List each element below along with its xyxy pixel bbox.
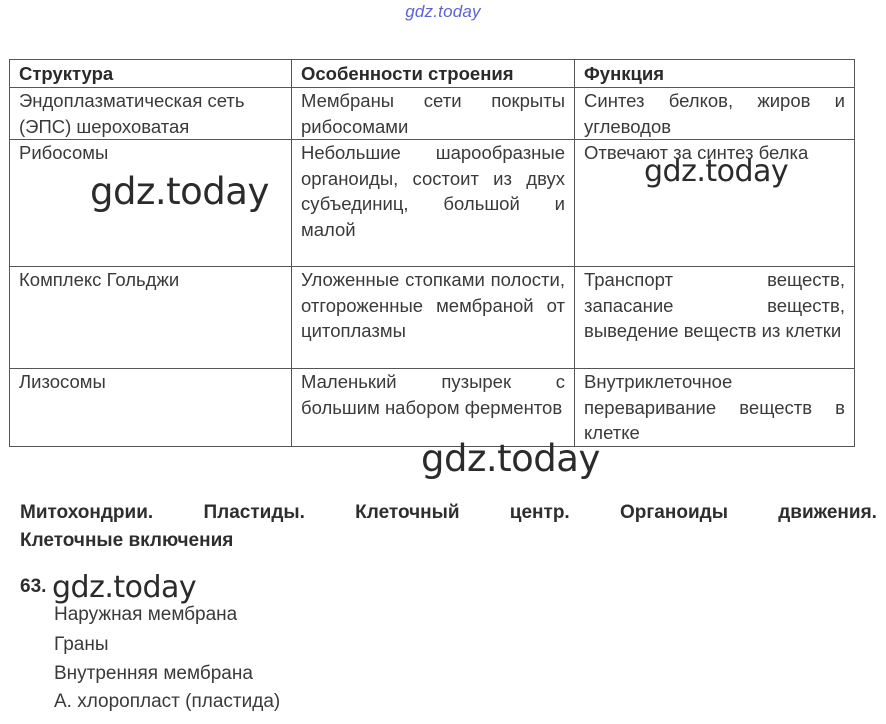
section-heading-line2: Клеточные включения bbox=[20, 530, 234, 551]
table-cell: Мембраны сети покрыты рибосомами bbox=[292, 88, 575, 140]
column-header: Функция bbox=[575, 60, 855, 88]
table-cell: Уложенные стопками полости, отгороженные мембраной от цитоплазмы bbox=[292, 267, 575, 369]
heading-word: Органоиды bbox=[620, 502, 728, 523]
heading-word: Пластиды. bbox=[203, 502, 305, 523]
table-cell: Синтез белков, жиров и углеводов bbox=[575, 88, 855, 140]
heading-word: Митохондрии. bbox=[20, 502, 154, 523]
table-cell: Эндоплазматическая сеть (ЭПС) шероховатая bbox=[10, 88, 292, 140]
heading-word: движения. bbox=[778, 502, 877, 523]
heading-word: Клеточный bbox=[355, 502, 460, 523]
table-cell: Транспорт веществ, запасание веществ, выведение веществ из клетки bbox=[575, 267, 855, 369]
table-cell: Рибосомы bbox=[10, 140, 292, 267]
watermark-top: gdz.today bbox=[405, 2, 481, 21]
answer-line: А. хлоропласт (пластида) bbox=[54, 691, 281, 712]
watermark: gdz.today bbox=[52, 570, 197, 605]
task-number: 63. bbox=[20, 576, 47, 597]
table-cell: Небольшие шарообразные органоиды, состоит из двух субъединиц, большой и малой bbox=[292, 140, 575, 267]
table-cell: Комплекс Гольджи bbox=[10, 267, 292, 369]
table-cell: Лизосомы bbox=[10, 369, 292, 447]
column-header: Структура bbox=[10, 60, 292, 88]
answer-line: Наружная мембрана bbox=[54, 604, 238, 625]
table-row bbox=[10, 267, 855, 369]
table-cell: Отвечают за синтез белка bbox=[575, 140, 855, 267]
watermark: gdz.today bbox=[421, 437, 600, 480]
table-row bbox=[10, 369, 855, 447]
section-heading-line1 bbox=[20, 499, 877, 527]
watermark: gdz.today bbox=[90, 170, 269, 213]
table-header-row bbox=[10, 60, 855, 88]
table-row bbox=[10, 88, 855, 140]
column-header: Особенности строения bbox=[292, 60, 575, 88]
heading-word: центр. bbox=[509, 502, 570, 523]
table-cell: Маленький пузырек с большим набором ферментов bbox=[292, 369, 575, 447]
watermark: gdz.today bbox=[644, 154, 789, 189]
table-cell: Внутриклеточное переваривание веществ в клетке bbox=[575, 369, 855, 447]
answer-line: Внутренняя мембрана bbox=[54, 663, 253, 684]
section-heading bbox=[20, 499, 877, 555]
answer-line: Граны bbox=[54, 634, 109, 655]
organoids-table bbox=[9, 59, 855, 447]
